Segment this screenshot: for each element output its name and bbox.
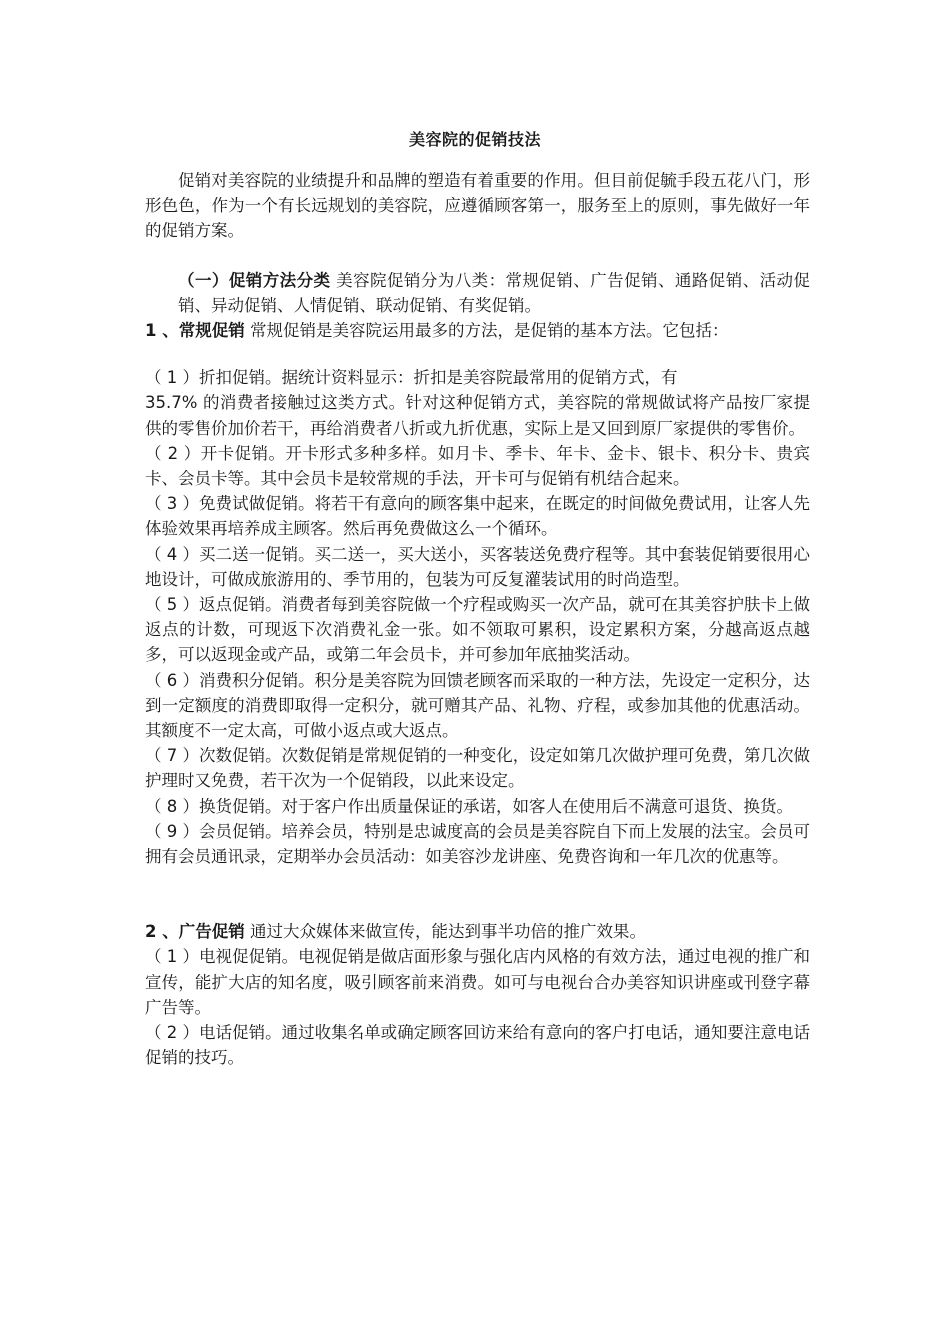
list-item <box>145 944 810 1020</box>
item-text: 开卡促销。开卡形式多种多样。如月卡、季卡、年卡、金卡、银卡、积分卡、贵宾卡、会员卡等。其中会员卡是较常规的手法，开卡可与促销有机结合起来。 <box>145 443 810 489</box>
item-text: 消费积分促销。积分是美容院为回馈老顾客而采取的一种方法，先设定一定积分，达到一定额度的消费即取得一定积分，就可赠其产品、礼物、疗程，或参加其他的优惠活动。其额度不一定太高，可做小返点或大返点。 <box>145 670 810 741</box>
list-item <box>145 491 810 541</box>
list-item <box>145 819 810 869</box>
list-item <box>145 441 810 491</box>
item-text: 返点促销。消费者每到美容院做一个疗程或购买一次产品，就可在其美容护肤卡上做返点的计数，可现返下次消费礼金一张。如不领取可累积，设定累积方案，分越高返点越多，可以返现金或产品，或第二年会员卡，并可参加年底抽奖活动。 <box>145 595 810 665</box>
item-text: 电视促促销。电视促销是做店面形象与强化店内风格的有效方法，通过电视的推广和宣传，能扩大店的知名度，吸引顾客前来消费。如可与电视台合办美容知识讲座或刊登字幕广告等。 <box>145 947 810 1017</box>
list-item <box>145 365 810 441</box>
item-text: 买二送一促销。买二送一，买大送小，买客装送免费疗程等。其中套装促销要很用心地设计，可做成旅游用的、季节用的，包装为可反复灌装试用的时尚造型。 <box>145 544 810 589</box>
section1-heading: （一）促销方法分类 <box>178 270 331 290</box>
item-number: （ 5 ） <box>145 595 200 615</box>
intro-paragraph: 促销对美容院的业绩提升和品牌的塑造有着重要的作用。但目前促毓手段五花八门，形形色色，作为一个有长远规划的美容院，应遵循顾客第一，服务至上的原则，事先做好一年的促销方案。 <box>145 171 810 241</box>
sub2-heading: 2 、广告促销 <box>145 922 245 942</box>
section1-paragraph <box>145 268 810 318</box>
section1-text: 美容院促销分为八类：常规促销、广告促销、通路促销、活动促销、异动促销、人情促销、联动促销、有奖促销。 <box>178 270 810 315</box>
item-number: （ 1 ） <box>145 947 200 967</box>
item-text: 电话促销。通过收集名单或确定顾客回访来给有意向的客户打电话，通知要注意电话促销的技巧。 <box>145 1023 810 1068</box>
list-item <box>145 1020 810 1070</box>
item-number: （ 2 ） <box>145 443 201 463</box>
item-text: 次数促销。次数促销是常规促销的一种变化，设定如第几次做护理可免费，第几次做护理时又免费，若干次为一个促销段，以此来设定。 <box>145 746 810 791</box>
list-item <box>145 743 810 793</box>
item-number: （ 4 ） <box>145 544 200 564</box>
item-text: 免费试做促销。将若干有意向的顾客集中起来，在既定的时间做免费试用，让客人先体验效果再培养成主顾客。然后再免费做这么一个循环。 <box>145 494 810 539</box>
item-number: （ 7 ） <box>145 746 200 766</box>
sub2-paragraph <box>145 919 810 944</box>
document-title: 美容院的促销技法 <box>408 130 541 149</box>
item-text: 折扣促销。据统计资料显示：折扣是美容院最常用的促销方式，有 <box>199 368 678 388</box>
item-text-continued: 的消费者接触过这类方式。针对这种促销方式，美容院的常规做试将产品按厂家提供的零售价加价若干，再给消费者八折或九折优惠，实际上是又回到原厂家提供的零售价。 <box>145 393 811 438</box>
item-text: 换货促销。对于客户作出质量保证的承诺，如客人在使用后不满意可退货、换货。 <box>199 796 793 816</box>
sub2-text: 通过大众媒体来做宣传，能达到事半功倍的推广效果。 <box>249 922 646 942</box>
item-percent: 35.7% <box>145 393 198 413</box>
item-text: 会员促销。培养会员，特别是忠诚度高的会员是美容院自下而上发展的法宝。会员可拥有会员通讯录，定期举办会员活动：如美容沙龙讲座、免费咨询和一年几次的优惠等。 <box>145 821 810 867</box>
document-body <box>145 168 810 1071</box>
item-number: （ 3 ） <box>145 494 200 514</box>
sub1-heading: 1 、常规促销 <box>145 321 245 341</box>
item-number: （ 6 ） <box>145 670 200 690</box>
sub1-paragraph <box>145 318 810 343</box>
item-number: （ 2 ） <box>145 1023 200 1043</box>
sub1-text: 常规促销是美容院运用最多的方法，是促销的基本方法。它包括： <box>249 321 729 341</box>
list-item <box>145 592 810 668</box>
item-number: （ 1 ） <box>145 368 199 388</box>
item-number: （ 9 ） <box>145 821 200 841</box>
list-item <box>145 668 810 744</box>
item-number: （ 8 ） <box>145 796 199 816</box>
list-item <box>145 794 810 819</box>
list-item <box>145 542 810 592</box>
